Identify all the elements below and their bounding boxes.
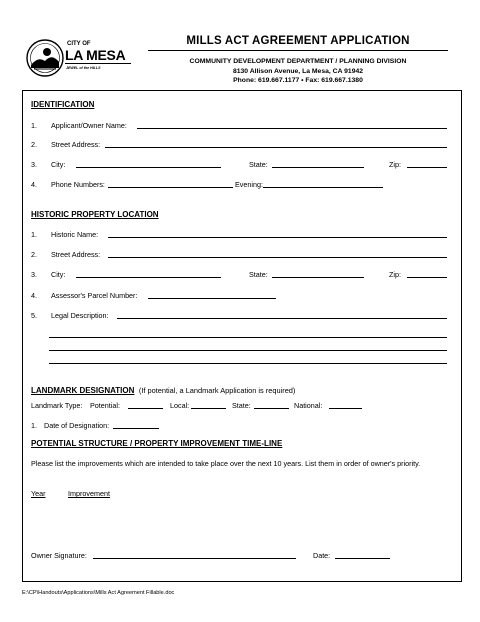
- designation-date-field[interactable]: [113, 428, 159, 429]
- potential-label: Potential:: [90, 401, 120, 410]
- logo-name: LA MESA: [65, 47, 126, 63]
- national-field[interactable]: [329, 408, 362, 409]
- signature-date-field[interactable]: [335, 558, 390, 559]
- street-field[interactable]: [105, 147, 447, 148]
- historic-state-label: State:: [249, 270, 268, 279]
- landmark-type-label: Landmark Type:: [31, 401, 83, 410]
- logo-tagline: JEWEL of the HILLS: [66, 66, 101, 70]
- legal-description-line[interactable]: [49, 337, 447, 338]
- landmark-state-label: State:: [232, 401, 251, 410]
- owner-signature-field[interactable]: [93, 558, 296, 559]
- potential-field[interactable]: [128, 408, 163, 409]
- identification-heading: IDENTIFICATION: [31, 100, 95, 109]
- historic-city-label: City:: [51, 270, 66, 279]
- item-number: 3.: [31, 270, 37, 279]
- historic-name-label: Historic Name:: [51, 230, 99, 239]
- state-field[interactable]: [272, 167, 364, 168]
- logo-city-of: CITY OF: [67, 41, 91, 47]
- item-number: 2.: [31, 250, 37, 259]
- phone-field[interactable]: [108, 187, 233, 188]
- item-number: 1.: [31, 121, 37, 130]
- legal-description-label: Legal Description:: [51, 311, 109, 320]
- state-label: State:: [249, 160, 268, 169]
- department-phone: Phone: 619.667.1177 • Fax: 619.667.1380: [233, 77, 363, 84]
- signature-date-label: Date:: [313, 551, 331, 560]
- item-number: 4.: [31, 180, 37, 189]
- street-label: Street Address:: [51, 140, 101, 149]
- historic-zip-field[interactable]: [407, 277, 447, 278]
- historic-street-label: Street Address:: [51, 250, 101, 259]
- local-field[interactable]: [191, 408, 226, 409]
- city-label: City:: [51, 160, 66, 169]
- legal-description-field[interactable]: [117, 318, 447, 319]
- item-number: 4.: [31, 291, 37, 300]
- historic-city-field[interactable]: [76, 277, 221, 278]
- improvement-instructions: Please list the improvements which are intended to take place over the next 10 years. List them in order of owner's priority.: [31, 459, 421, 468]
- city-logo: [25, 36, 135, 80]
- department-address: 8130 Allison Avenue, La Mesa, CA 91942: [232, 68, 364, 75]
- landmark-heading-row: [31, 380, 295, 398]
- landmark-state-field[interactable]: [254, 408, 289, 409]
- department-name: COMMUNITY DEVELOPMENT DEPARTMENT / PLANNING DIVISION: [189, 58, 407, 65]
- footer-file-path: E:\CP\Handouts\Applications\Mills Act Agreement Fillable.doc: [22, 590, 175, 596]
- historic-zip-label: Zip:: [389, 270, 401, 279]
- parcel-field[interactable]: [148, 298, 276, 299]
- city-seal-icon: [25, 38, 65, 78]
- legal-description-line[interactable]: [49, 350, 447, 351]
- phone-label: Phone Numbers:: [51, 180, 105, 189]
- historic-state-field[interactable]: [272, 277, 364, 278]
- item-number: 3.: [31, 160, 37, 169]
- landmark-note: (If potential, a Landmark Application is required): [138, 386, 296, 395]
- item-number: 1.: [31, 421, 37, 430]
- improvement-heading: POTENTIAL STRUCTURE / PROPERTY IMPROVEMENT TIME-LINE: [31, 439, 283, 448]
- historic-heading: HISTORIC PROPERTY LOCATION: [31, 210, 159, 219]
- legal-description-line[interactable]: [49, 363, 447, 364]
- item-number: 1.: [31, 230, 37, 239]
- evening-field[interactable]: [263, 187, 383, 188]
- improvement-column-header: Improvement: [68, 489, 110, 498]
- year-column-header: Year: [31, 489, 46, 498]
- national-label: National:: [294, 401, 323, 410]
- landmark-heading: LANDMARK DESIGNATION: [31, 386, 135, 395]
- item-number: 5.: [31, 311, 37, 320]
- zip-label: Zip:: [389, 160, 401, 169]
- applicant-label: Applicant/Owner Name:: [51, 121, 127, 130]
- evening-label: Evening:: [235, 180, 263, 189]
- historic-street-field[interactable]: [108, 257, 447, 258]
- zip-field[interactable]: [407, 167, 447, 168]
- applicant-field[interactable]: [137, 128, 447, 129]
- local-label: Local:: [170, 401, 190, 410]
- city-field[interactable]: [76, 167, 221, 168]
- owner-signature-label: Owner Signature:: [31, 551, 87, 560]
- page-title: MILLS ACT AGREEMENT APPLICATION: [186, 35, 410, 47]
- designation-date-label: Date of Designation:: [44, 421, 110, 430]
- item-number: 2.: [31, 140, 37, 149]
- historic-name-field[interactable]: [108, 237, 447, 238]
- parcel-label: Assessor's Parcel Number:: [51, 291, 138, 300]
